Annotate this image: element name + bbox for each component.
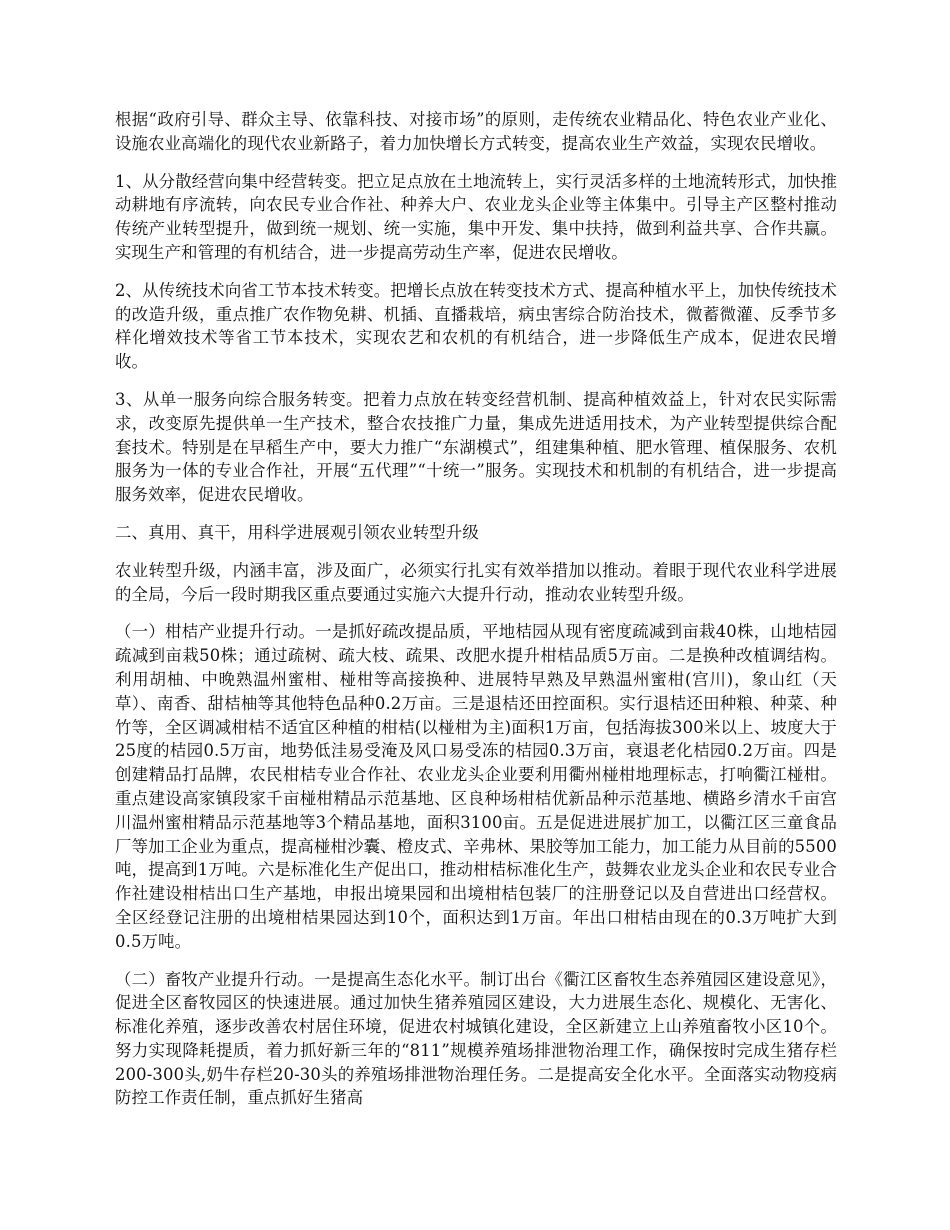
document-page	[115, 108, 837, 1124]
paragraph-point-3: 3、从单一服务向综合服务转变。把着力点放在转变经营机制、提高种植效益上，针对农民实际需求，改变原先提供单一生产技术，整合农技推广力量，集成先进适用技术，为产业转型提供综合配套技术。特别是在早稻生产中，要大力推广“东湖模式”，组建集种植、肥水管理、植保服务、农机服务为一体的专业合作社，开展“五代理”“十统一”服务。实现技术和机制的有机结合，进一步提高服务效率，促进农民增收。	[115, 389, 837, 505]
section-heading: 二、真用、真干，用科学进展观引领农业转型升级	[115, 522, 479, 542]
paragraph-intro: 根据“政府引导、群众主导、依靠科技、对接市场”的原则，走传统农业精品化、特色农业产业化、设施农业高端化的现代农业新路子，着力加快增长方式转变，提高农业生产效益，实现农民增收。	[115, 110, 837, 153]
paragraph-point-2: 2、从传统技术向省工节本技术转变。把增长点放在转变技术方式、提高种植水平上，加快传统技术的改造升级，重点推广农作物免耕、机插、直播栽培，病虫害综合防治技术，微蓄微灌、反季节多样化增效技术等省工节本技术，实现农艺和农机的有机结合，进一步降低生产成本，促进农民增收。	[115, 280, 837, 372]
paragraph-citrus-action: （一）柑桔产业提升行动。一是抓好疏改提品质，平地桔园从现有密度疏减到亩栽40株，山地桔园疏减到亩栽50株；通过疏树、疏大枝、疏果、改肥水提升柑桔品质5万亩。二是换种改植调结构。利用胡柚、中晚熟温州蜜柑、椪柑等高接换种、进展特早熟及早熟温州蜜柑(宫川)，象山红（天草）、南香、甜桔柚等其他特色品种0.2万亩。三是退桔还田控面积。实行退桔还田种粮、种菜、种竹等，全区调减柑桔不适宜区种植的柑桔(以椪柑为主)面积1万亩，包括海拔300米以上、坡度大于25度的桔园0.5万亩，地势低洼易受淹及风口易受冻的桔园0.3万亩，衰退老化桔园0.2万亩。四是创建精品打品牌，农民柑桔专业合作社、农业龙头企业要利用衢州椪柑地理标志，打响衢江椪柑。重点建设高家镇段家千亩椪柑精品示范基地、区良种场柑桔优新品种示范基地、横路乡清水千亩宫川温州蜜柑精品示范基地等3个精品基地，面积3100亩。五是促进进展扩加工，以衢江区三童食品厂等加工企业为重点，提高椪柑沙囊、橙皮式、辛弗林、果胶等加工能力，加工能力从目前的5500吨，提高到1万吨。六是标准化生产促出口，推动柑桔标准化生产，鼓舞农业龙头企业和农民专业合作社建设柑桔出口生产基地，申报出境果园和出境柑桔包装厂的注册登记以及自营进出口经营权。全区经登记注册的出境柑桔果园达到10个，面积达到1万亩。年出口柑桔由现在的0.3万吨扩大到0.5万吨。	[115, 622, 837, 951]
paragraph-section-intro: 农业转型升级，内涵丰富，涉及面广，必须实行扎实有效举措加以推动。着眼于现代农业科学进展的全局，今后一段时期我区重点要通过实施六大提升行动，推动农业转型升级。	[115, 560, 837, 604]
paragraph-point-1: 1、从分散经营向集中经营转变。把立足点放在土地流转上，实行灵活多样的土地流转形式，加快推动耕地有序流转，向农民专业合作社、种养大户、农业龙头企业等主体集中。引导主产区整村推动传统产业转型提升，做到统一规划、统一实施，集中开发、集中扶持，做到利益共享、合作共赢。实现生产和管理的有机结合，进一步提高劳动生产率，促进农民增收。	[115, 171, 837, 262]
paragraph-livestock-action: （二）畜牧产业提升行动。一是提高生态化水平。制订出台《衢江区畜牧生态养殖园区建设意见》，促进全区畜牧园区的快速进展。通过加快生猪养殖园区建设，大力进展生态化、规模化、无害化、标准化养殖，逐步改善农村居住环境，促进农村城镇化建设，全区新建立上山养殖畜牧小区10个。努力实现降耗提质，着力抓好新三年的“811”规模养殖场排泄物治理工作，确保按时完成生猪存栏200-300头,奶牛存栏20-30头的养殖场排泄物治理任务。二是提高安全化水平。全面落实动物疫病防控工作责任制，重点抓好生猪高	[115, 969, 837, 1108]
